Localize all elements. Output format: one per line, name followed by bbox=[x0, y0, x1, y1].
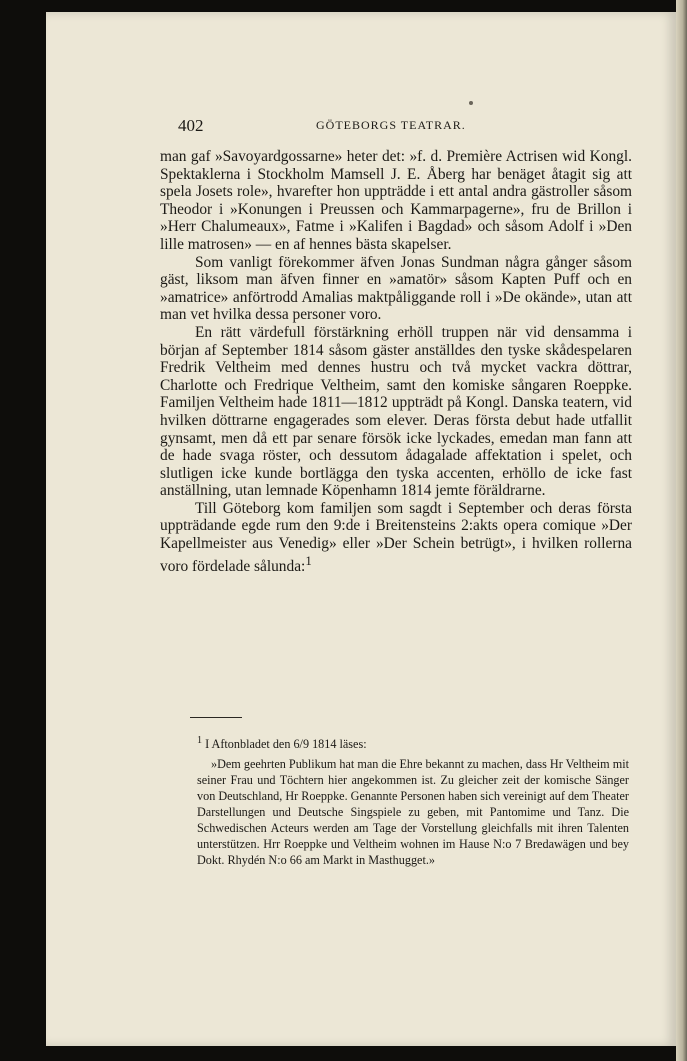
footnote-marker: 1 bbox=[197, 735, 203, 746]
page-number: 402 bbox=[178, 116, 204, 135]
footnote-quote: »Dem geehrten Publikum hat man die Ehre bekannt zu machen, dass Hr Veltheim mit seiner Frau und Töchtern hier angekommen ist. Zu gleicher zeit der komische Sänger von Deutschland, Hr Roeppke. Genannte Personen haben sich vereinigt auf dem Theater Darstellungen und Deutsche Singspiele zu geben, mit Pantomime und Tanz. Die Schwedischen Acteurs werden am Tage der Vorstellung gleichfalls mit ihren Talenten unterstützen. Hrr Roeppke und Veltheim wohnen im Hause N:o 7 Bredawägen und bey Dokt. Rhydén N:o 66 am Markt in Masthugget.» bbox=[197, 757, 629, 868]
page-header bbox=[178, 116, 630, 136]
paragraph-4 bbox=[160, 500, 632, 576]
footnote bbox=[197, 733, 629, 868]
running-head: GÖTEBORGS TEATRAR. bbox=[316, 118, 466, 132]
body-text bbox=[160, 148, 632, 575]
paragraph-3: En rätt värdefull förstärkning erhöll truppen när vid densamma i början af September 1814 såsom gäster anställdes den tyske skådespelaren Fredrik Veltheim med dennes hustru och två mycket vackra döttrar, Charlotte och Fredrique Veltheim, samt den komiske sångaren Roeppke. Familjen Veltheim hade 1811—1812 uppträdt på Kongl. Danska teatern, vid hvilken döttrarne engagerades som elever. Deras första debut hade utfallit gynsamt, men då ett par senare försök icke lyckades, emedan man fann att de hade svaga röster, och dessutom ådagalade affektation i spelet, och slutligen icke kunde bortlägga den tyska accenten, erhöllo de icke fast anställning, utan lemnade Köpenhamn 1814 jemte föräldrarne. bbox=[160, 323, 632, 500]
page-edge bbox=[676, 0, 687, 1061]
footnote-lead bbox=[197, 733, 629, 752]
paper-speck bbox=[469, 101, 473, 105]
paragraph-2: Som vanligt förekommer äfven Jonas Sundman några gånger såsom gäst, liksom man äfven finner en »amatör» såsom Kapten Puff och en »amatrice» anförtrodd Amalias maktpåliggande roll i »De okände», utan att man vet hvilka dessa personer voro. bbox=[160, 253, 632, 324]
paragraph-4-text: Till Göteborg kom familjen som sagdt i September och deras första uppträdande egde rum den 9:de i Breitensteins 2:akts opera comique »Der Kapellmeister aus Venedig» eller »Der Schein betrügt», i hvilken rollerna voro fördelade sålunda: bbox=[160, 499, 632, 575]
footnote-reference: 1 bbox=[305, 553, 312, 568]
footnote-lead-text: I Aftonbladet den 6/9 1814 läses: bbox=[205, 737, 367, 752]
footnote-rule bbox=[190, 717, 242, 718]
paragraph-1: man gaf »Savoyardgossarne» heter det: »f. d. Première Actrisen wid Kongl. Spektaklerna i Stockholm Mamsell J. E. Åberg har benäget åtagit sig att spela Josets role», hvarefter hon uppträdde i ett antal andra gästroller såsom Theodor i »Konungen i Preussen och Kammarpagerne», fru de Brillon i »Herr Chalumeaux», Fatme i »Kalifen i Bagdad» och såsom Adolf i »Den lille matrosen» — en af hennes bästa skapelser. bbox=[160, 148, 632, 253]
